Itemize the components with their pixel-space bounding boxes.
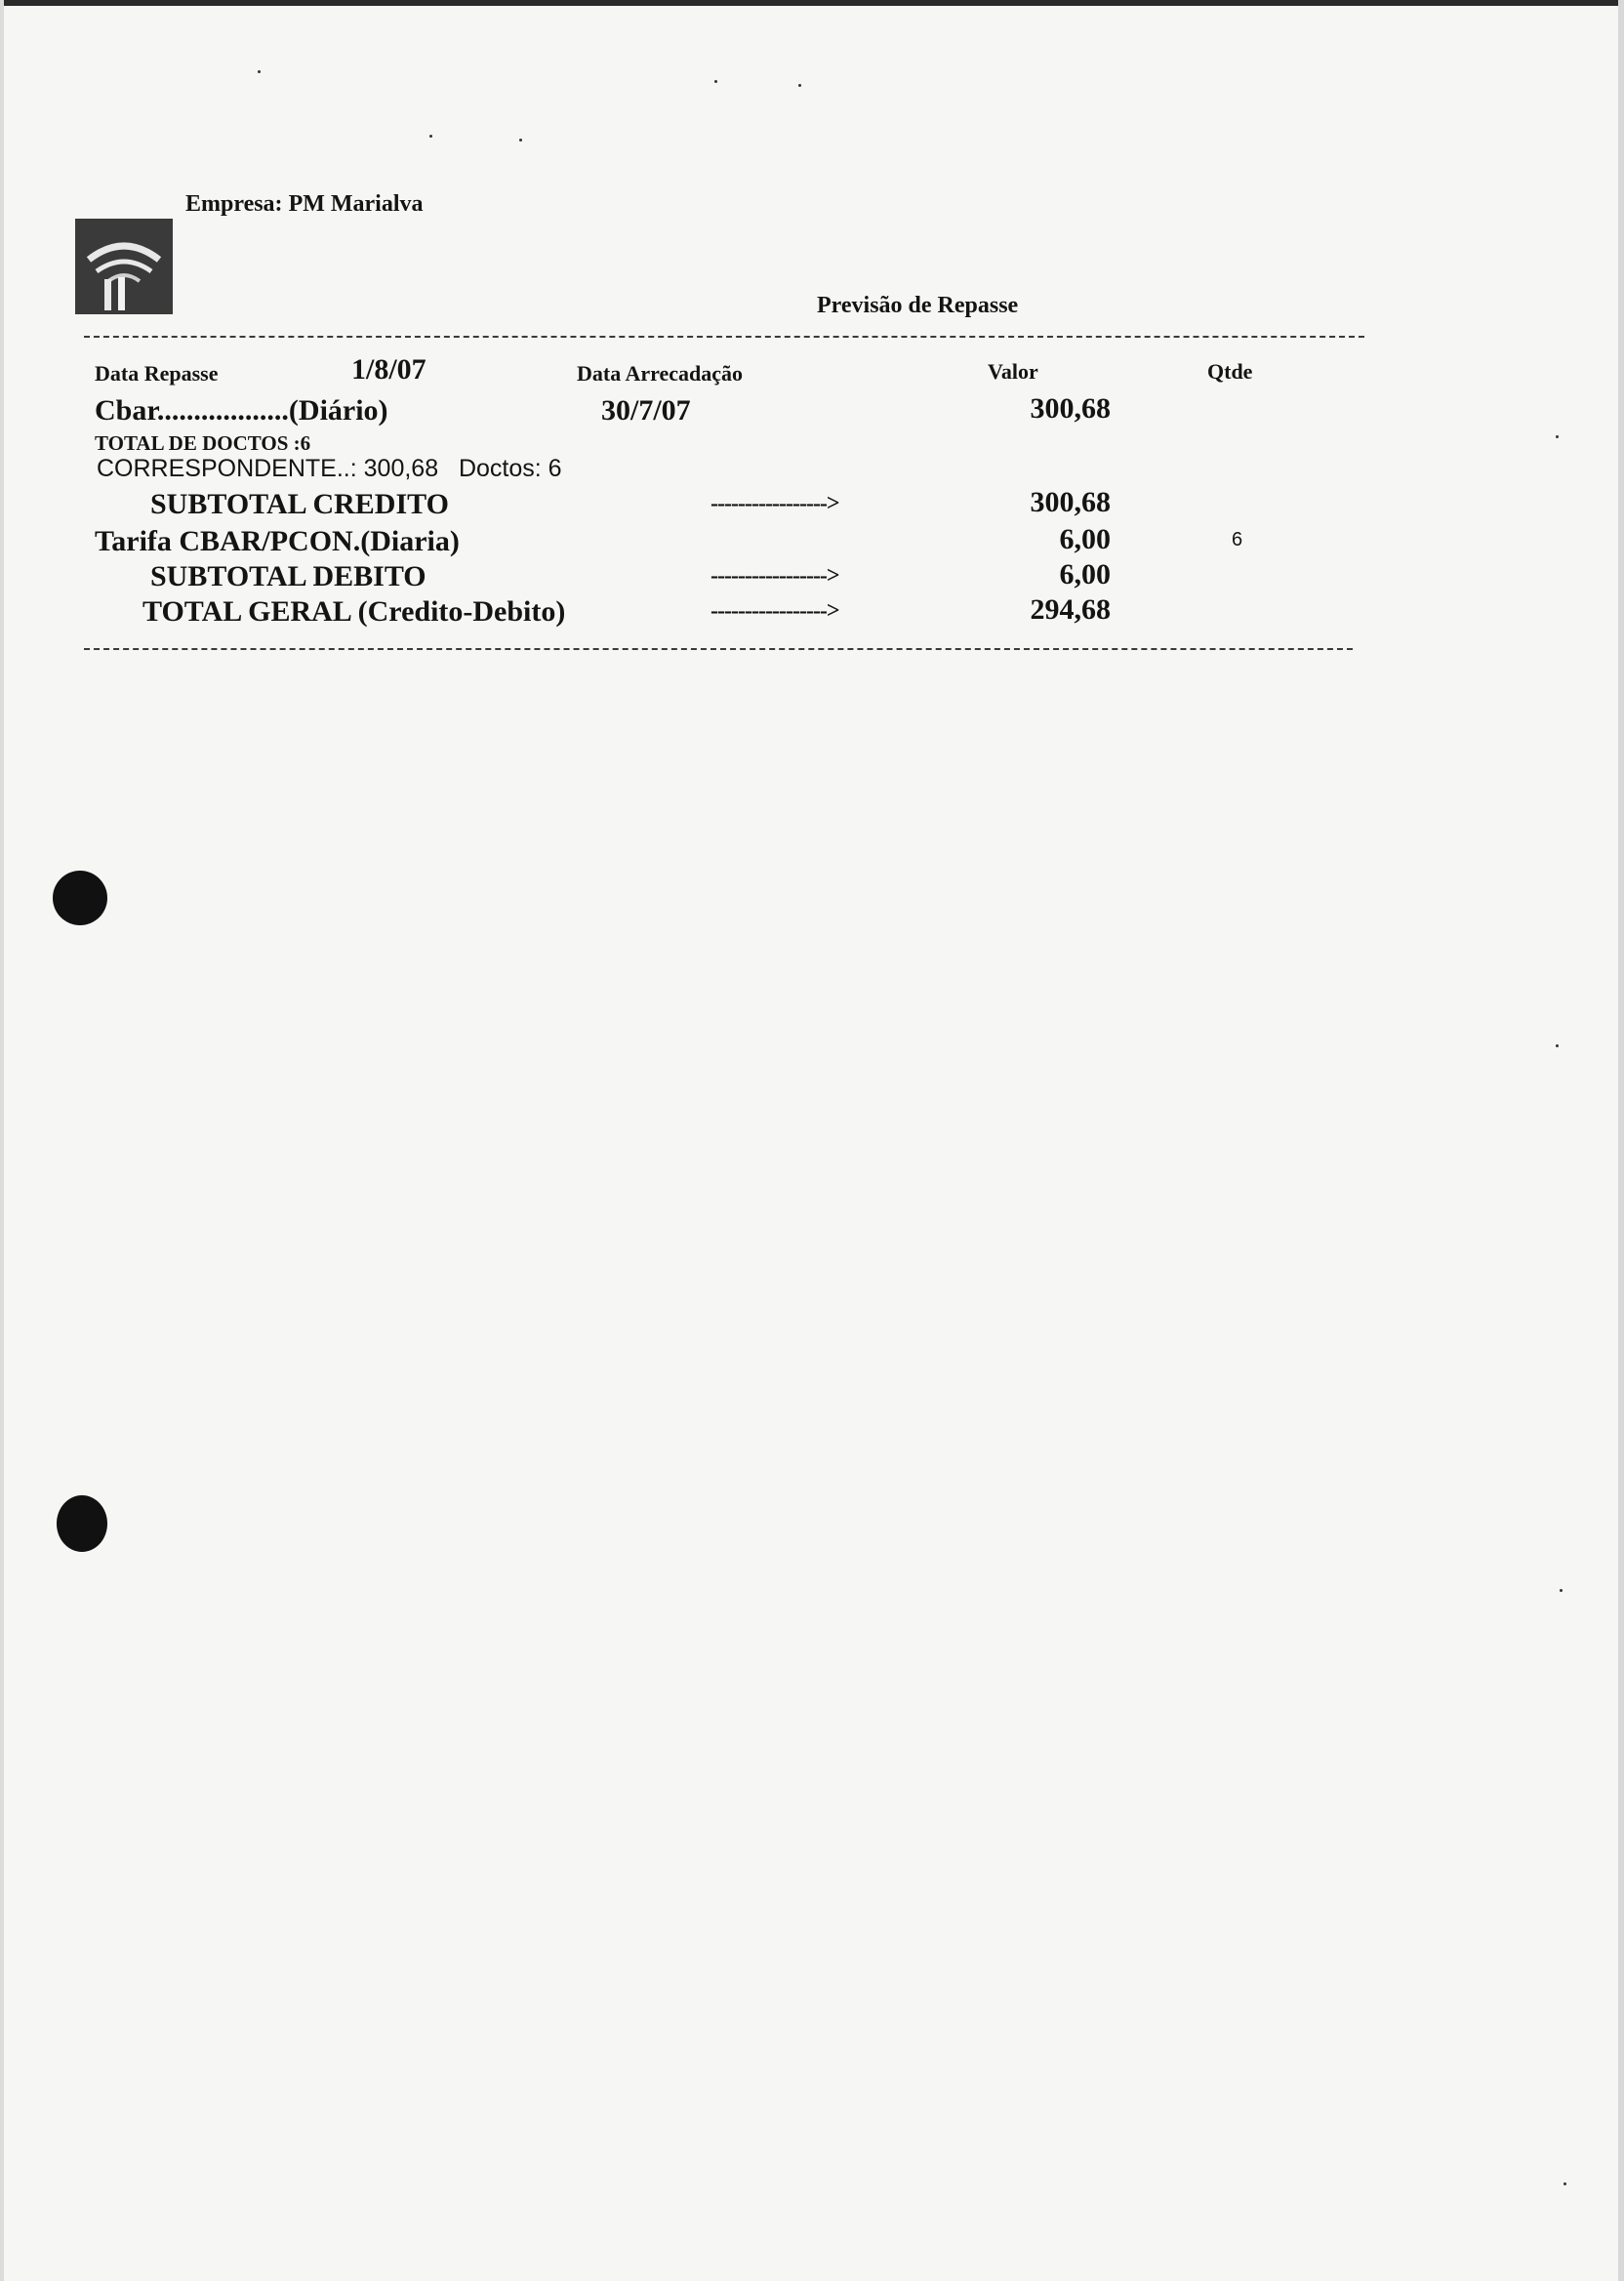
tarifa-value: 6,00 [1059,523,1111,555]
scan-left-edge [0,0,4,2281]
subtotal-debito-label: SUBTOTAL DEBITO [150,560,426,592]
correspondente-line: CORRESPONDENTE..: 300,68 Doctos: 6 [97,455,562,482]
total-geral-value: 294,68 [1030,593,1111,626]
scan-right-edge [1618,0,1624,2281]
data-arrecadacao-label: Data Arrecadação [577,361,744,386]
cbar-value: 300,68 [1030,392,1111,425]
scan-speck [258,70,261,73]
separator-top [84,336,1364,338]
punch-hole [53,871,107,925]
scan-top-edge [0,0,1624,6]
punch-hole [57,1495,107,1552]
bank-logo-icon [75,219,173,314]
scan-speck [1556,1044,1559,1047]
total-geral-arrow: -----------------> [710,598,839,624]
cbar-date: 30/7/07 [601,394,691,427]
scan-speck [1563,2182,1566,2185]
subtotal-debito-value: 6,00 [1059,558,1111,591]
subtotal-debito-arrow: -----------------> [710,563,839,589]
total-doctos: TOTAL DE DOCTOS :6 [95,431,311,455]
valor-label: Valor [988,359,1038,384]
qtde-label: Qtde [1207,359,1253,384]
scan-speck [429,135,432,138]
scan-speck [519,139,522,142]
company-label: Empresa: [185,191,283,217]
subtotal-credito-arrow: -----------------> [710,491,839,516]
total-geral-label: TOTAL GERAL (Credito-Debito) [142,595,566,628]
subtotal-credito-label: SUBTOTAL CREDITO [150,488,449,520]
scan-speck [1556,435,1559,438]
report-title: Previsão de Repasse [817,293,1019,318]
tarifa-qtde: 6 [1232,529,1243,550]
subtotal-credito-value: 300,68 [1030,486,1111,518]
cbar-label: Cbar..................(Diário) [95,394,388,427]
company-line [185,191,424,218]
data-repasse-value: 1/8/07 [351,353,426,386]
scan-speck [1560,1589,1563,1592]
tarifa-label: Tarifa CBAR/PCON.(Diaria) [95,525,460,557]
company-name: PM Marialva [288,191,424,217]
scan-speck [798,84,801,87]
data-repasse-label: Data Repasse [95,361,219,386]
scan-speck [714,80,717,83]
separator-bottom [84,648,1353,650]
